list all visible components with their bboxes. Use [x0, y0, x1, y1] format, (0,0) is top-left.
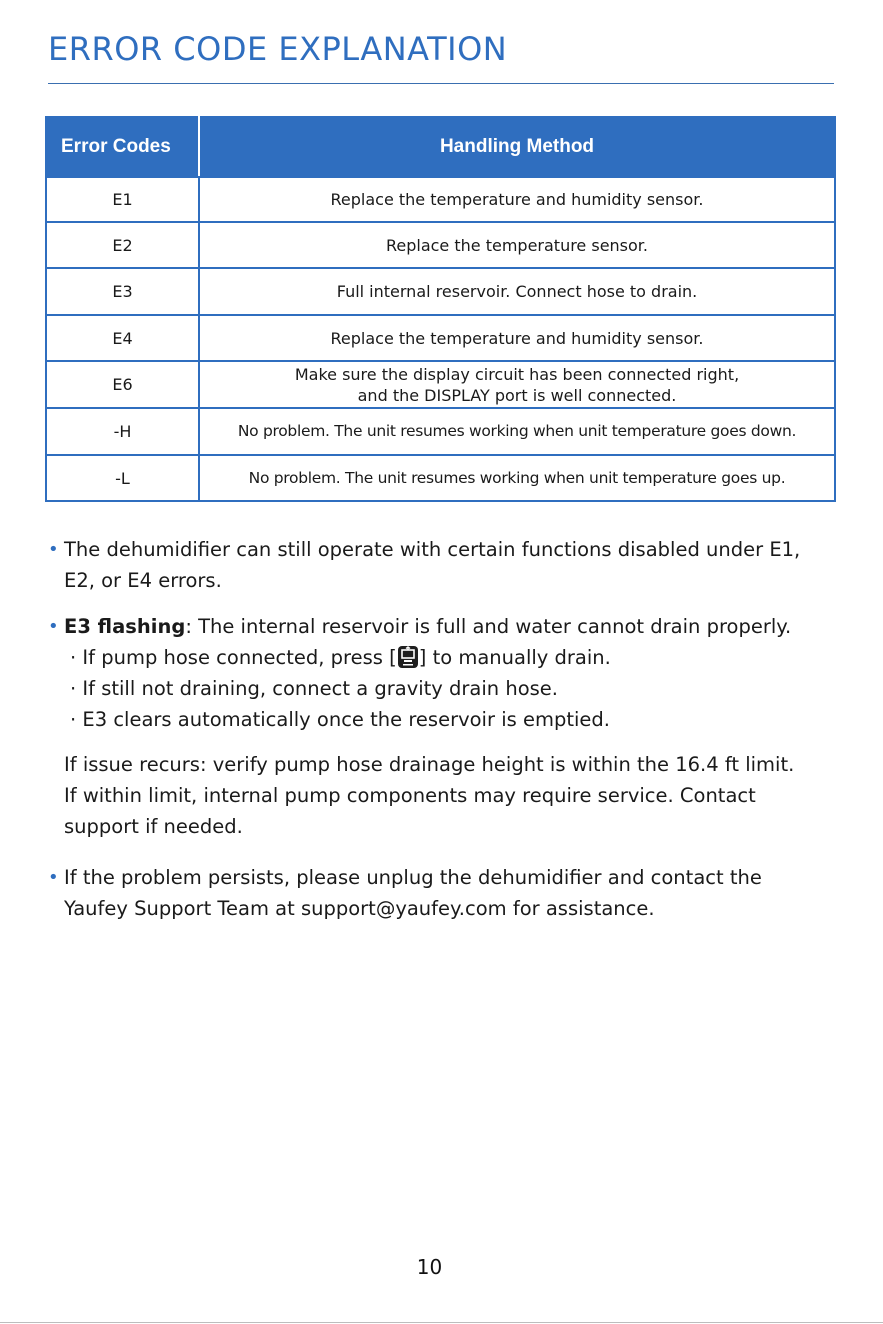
page-number: 10 [416, 1255, 443, 1279]
header-error-codes: Error Codes [46, 117, 199, 177]
error-code: E2 [46, 222, 199, 268]
notes-section [48, 534, 838, 924]
error-code: -L [46, 455, 199, 501]
error-code: E6 [46, 361, 199, 408]
handling-method-line2: and the DISPLAY port is well connected. [357, 385, 677, 405]
note-text: : The internal reservoir is full and water cannot drain properly. [185, 615, 792, 638]
note-paragraph [48, 749, 838, 842]
error-code: -H [46, 408, 199, 455]
note-label: E3 flashing [64, 615, 186, 638]
note-bullet [48, 534, 838, 596]
handling-method: Replace the temperature and humidity sensor. [199, 177, 835, 222]
handling-method: Replace the temperature and humidity sensor. [199, 315, 835, 361]
handling-method: Replace the temperature sensor. [199, 222, 835, 268]
bullet-dot-icon: • [48, 867, 59, 888]
paragraph-text: If within limit, internal pump components may require service. Contact [64, 784, 756, 807]
note-bullet [48, 862, 838, 924]
handling-method: No problem. The unit resumes working when unit temperature goes down. [199, 408, 835, 455]
sub-item-text: · If pump hose connected, press [ [70, 646, 397, 669]
handling-method [199, 361, 835, 408]
paragraph-text: support if needed. [64, 815, 243, 838]
table-row [46, 177, 835, 222]
bullet-dot-icon: • [48, 539, 59, 560]
note-text: E2, or E4 errors. [64, 569, 222, 592]
title-divider [48, 83, 834, 84]
table-header-row [46, 117, 835, 177]
table-row [46, 268, 835, 315]
error-code: E1 [46, 177, 199, 222]
bullet-dot-icon: • [48, 616, 59, 637]
paragraph-text: If issue recurs: verify pump hose drainage height is within the 16.4 ft limit. [64, 753, 795, 776]
table-row [46, 315, 835, 361]
error-code-table [45, 116, 836, 502]
page-title: ERROR CODE EXPLANATION [48, 30, 508, 68]
note-bullet [48, 611, 838, 642]
note-text: If the problem persists, please unplug the dehumidifier and contact the [64, 866, 762, 889]
sub-item [48, 642, 838, 673]
table-row [46, 455, 835, 501]
sub-item-text: ] to manually drain. [418, 646, 611, 669]
handling-method-line1: Make sure the display circuit has been connected right, [294, 364, 740, 384]
table-row [46, 361, 835, 408]
table-row [46, 222, 835, 268]
pump-drain-icon [398, 646, 418, 668]
error-code: E4 [46, 315, 199, 361]
handling-method: Full internal reservoir. Connect hose to drain. [199, 268, 835, 315]
note-text: Yaufey Support Team at support@yaufey.com for assistance. [64, 897, 655, 920]
sub-item: · E3 clears automatically once the reservoir is emptied. [70, 708, 610, 731]
sub-item: · If still not draining, connect a gravity drain hose. [70, 677, 559, 700]
header-handling-method: Handling Method [199, 117, 835, 177]
page-bottom-divider [0, 1322, 883, 1323]
error-code: E3 [46, 268, 199, 315]
note-text: The dehumidifier can still operate with certain functions disabled under E1, [64, 538, 801, 561]
table-row [46, 408, 835, 455]
handling-method: No problem. The unit resumes working when unit temperature goes up. [199, 455, 835, 501]
